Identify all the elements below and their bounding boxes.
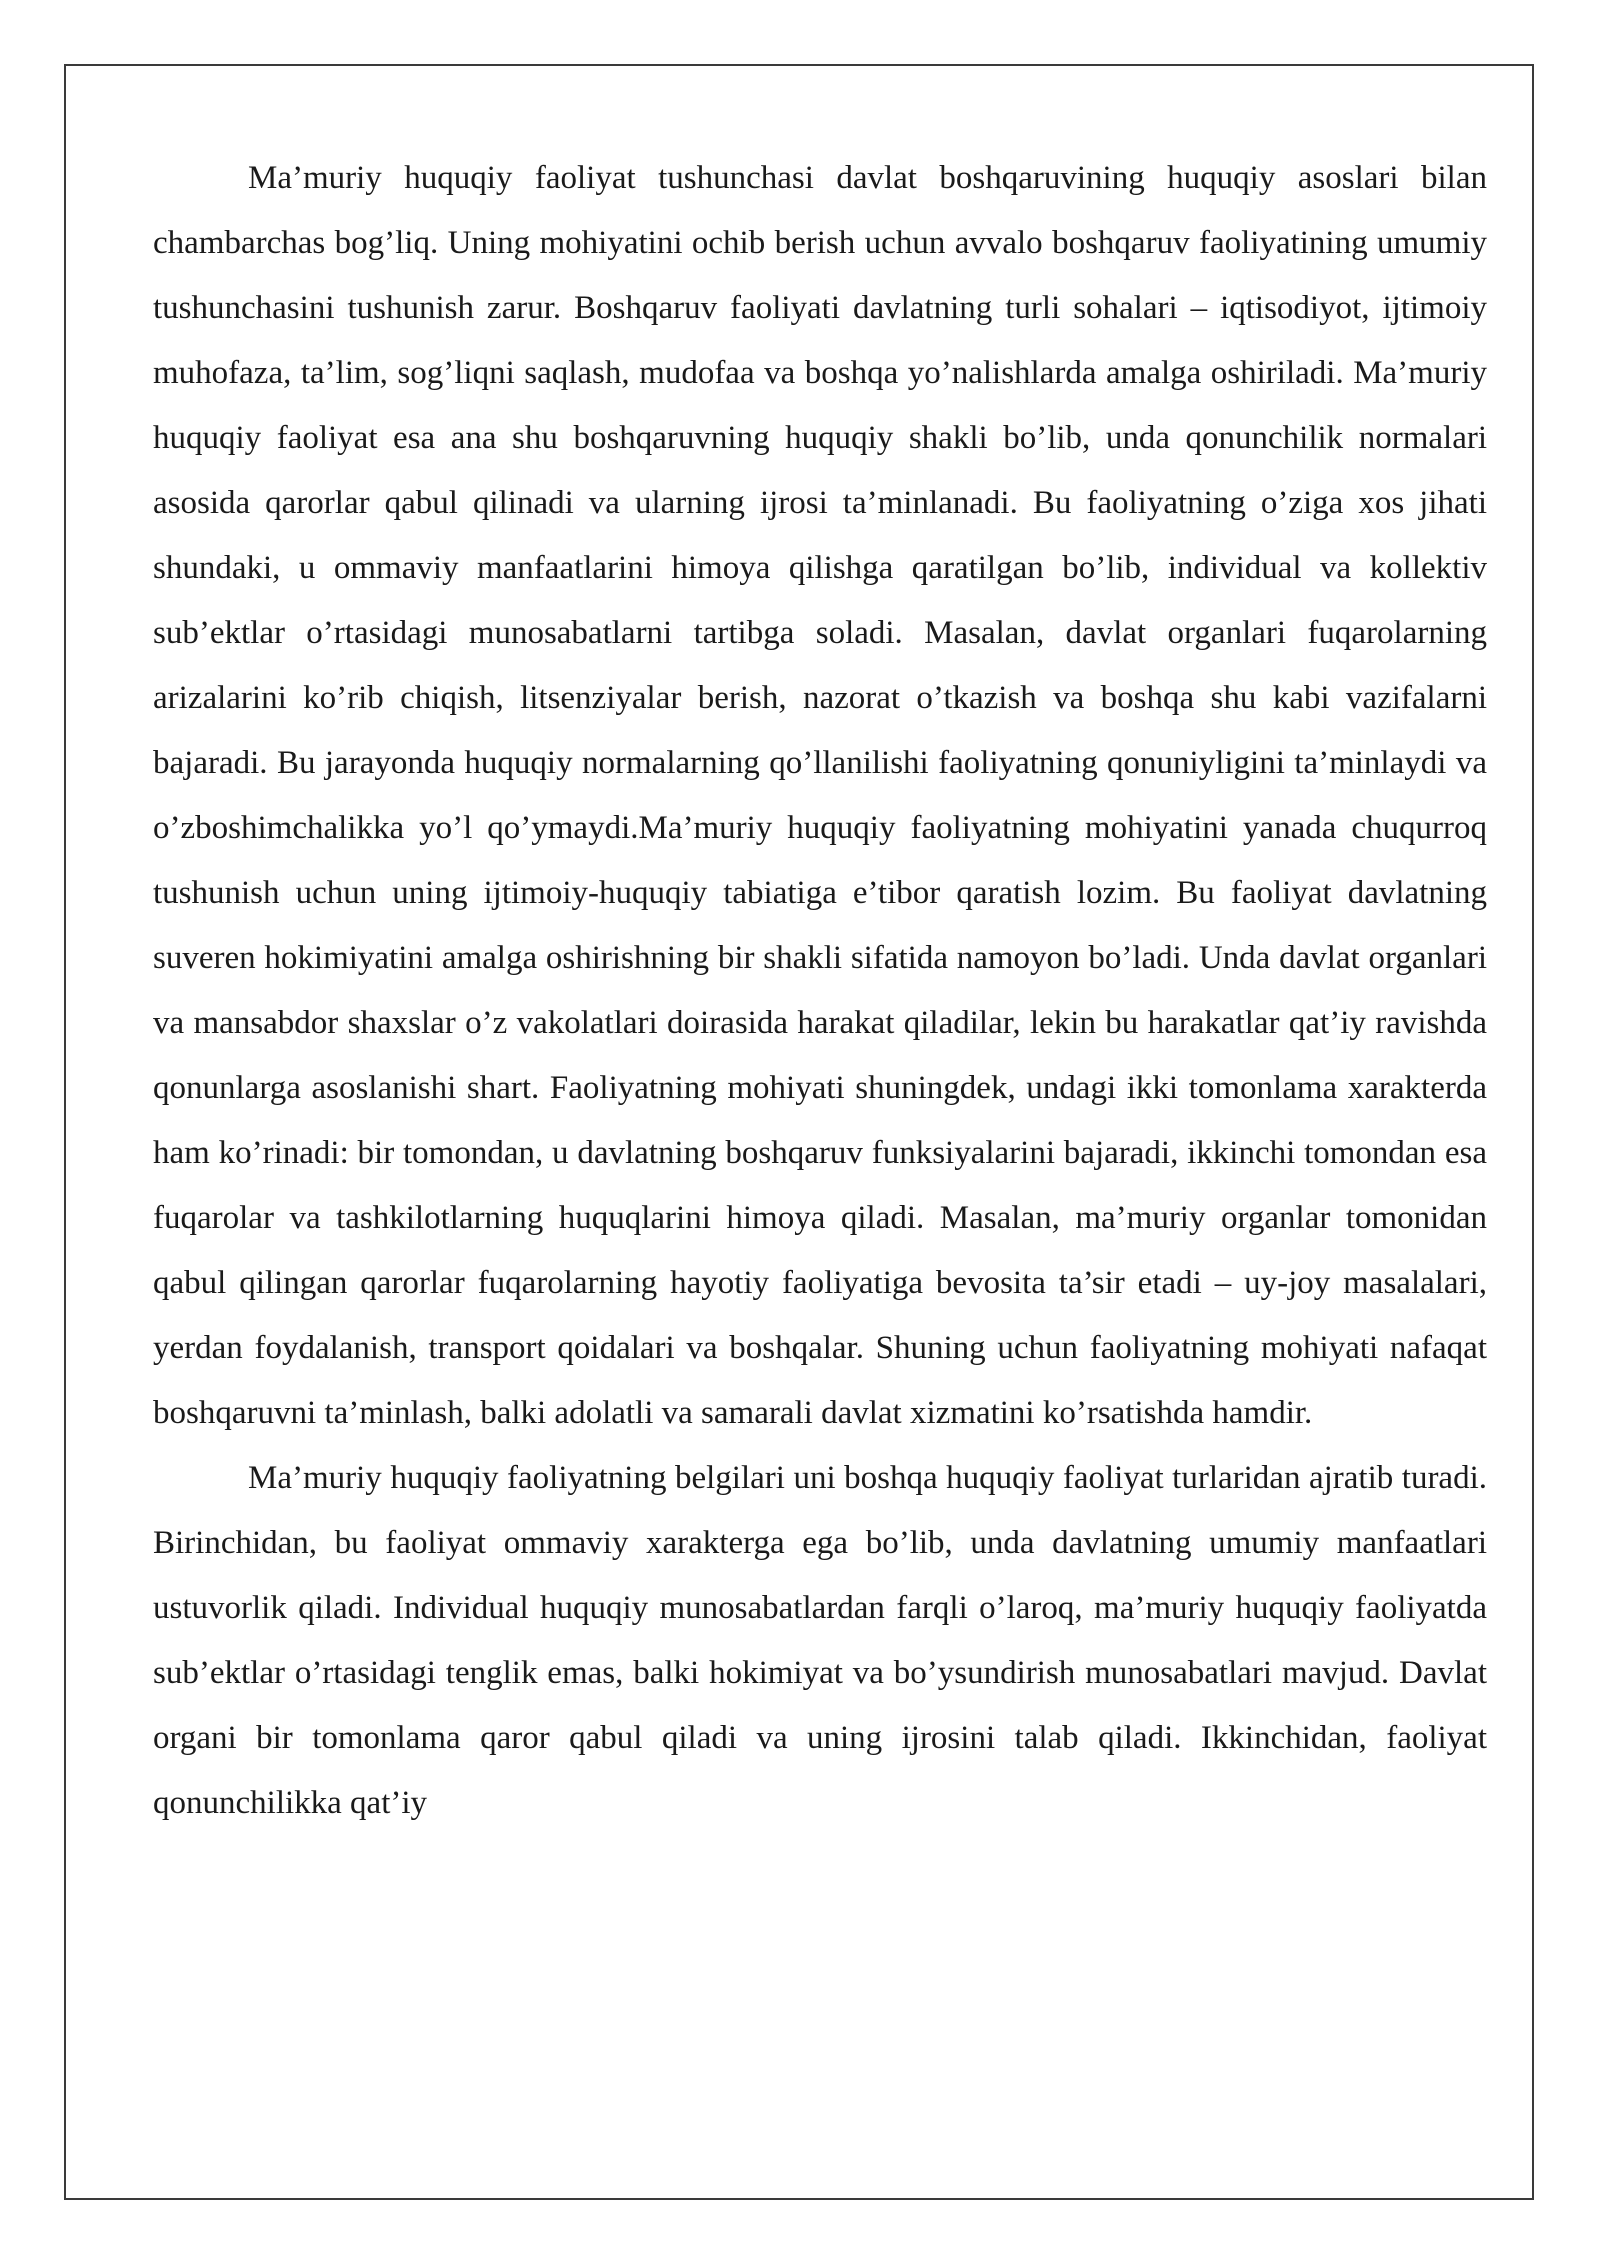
document-body bbox=[153, 146, 1487, 1836]
paragraph-2: Ma’muriy huquqiy faoliyatning belgilari uni boshqa huquqiy faoliyat turlaridan ajratib turadi. Birinchidan, bu faoliyat ommaviy xarakterga ega bo’lib, unda davlatning umumiy manfaatlari ustuvorlik qiladi. Individual huquqiy munosabatlardan farqli o’laroq, ma’muriy huquqiy faoliyatda sub’ektlar o’rtasidagi tenglik emas, balki hokimiyat va bo’ysundirish munosabatlari mavjud. Davlat organi bir tomonlama qaror qabul qiladi va uning ijrosini talab qiladi. Ikkinchidan, faoliyat qonunchilikka qat’iy bbox=[153, 1460, 1487, 1821]
paragraph-1: Ma’muriy huquqiy faoliyat tushunchasi davlat boshqaruvining huquqiy asoslari bilan chambarchas bog’liq. Uning mohiyatini ochib berish uchun avvalo boshqaruv faoliyatining umumiy tushunchasini tushunish zarur. Boshqaruv faoliyati davlatning turli sohalari – iqtisodiyot, ijtimoiy muhofaza, ta’lim, sog’liqni saqlash, mudofaa va boshqa yo’nalishlarda amalga oshiriladi. Ma’muriy huquqiy faoliyat esa ana shu boshqaruvning huquqiy shakli bo’lib, unda qonunchilik normalari asosida qarorlar qabul qilinadi va ularning ijrosi ta’minlanadi. Bu faoliyatning o’ziga xos jihati shundaki, u ommaviy manfaatlarini himoya qilishga qaratilgan bo’lib, individual va kollektiv sub’ektlar o’rtasidagi munosabatlarni tartibga soladi. Masalan, davlat organlari fuqarolarning arizalarini ko’rib chiqish, litsenziyalar berish, nazorat o’tkazish va boshqa shu kabi vazifalarni bajaradi. Bu jarayonda huquqiy normalarning qo’llanilishi faoliyatning qonuniyligini ta’minlaydi va o’zboshimchalikka yo’l qo’ymaydi.Ma’muriy huquqiy faoliyatning mohiyatini yanada chuqurroq tushunish uchun uning ijtimoiy-huquqiy tabiatiga e’tibor qaratish lozim. Bu faoliyat davlatning suveren hokimiyatini amalga oshirishning bir shakli sifatida namoyon bo’ladi. Unda davlat organlari va mansabdor shaxslar o’z vakolatlari doirasida harakat qiladilar, lekin bu harakatlar qat’iy ravishda qonunlarga asoslanishi shart. Faoliyatning mohiyati shuningdek, undagi ikki tomonlama xarakterda ham ko’rinadi: bir tomondan, u davlatning boshqaruv funksiyalarini bajaradi, ikkinchi tomondan esa fuqarolar va tashkilotlarning huquqlarini himoya qiladi. Masalan, ma’muriy organlar tomonidan qabul qilingan qarorlar fuqarolarning hayotiy faoliyatiga bevosita ta’sir etadi – uy-joy masalalari, yerdan foydalanish, transport qoidalari va boshqalar. Shuning uchun faoliyatning mohiyati nafaqat boshqaruvni ta’minlash, balki adolatli va samarali davlat xizmatini ko’rsatishda hamdir. bbox=[153, 160, 1487, 1431]
